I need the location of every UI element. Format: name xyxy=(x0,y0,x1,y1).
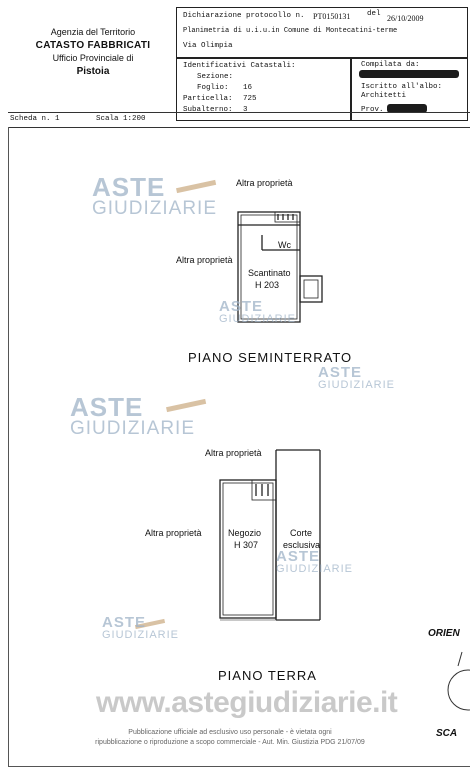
dichiarazione-label: Dichiarazione protocollo n. xyxy=(183,12,305,20)
compilata-label: Compilata da: xyxy=(361,61,420,69)
ufficio-label: Ufficio Provinciale di xyxy=(52,53,134,63)
watermark-aste-text: ASTE xyxy=(92,172,166,202)
scale-label: SCA xyxy=(436,728,458,739)
particella-value: 725 xyxy=(243,95,257,103)
province-name: Pistoia xyxy=(76,66,110,77)
scantinato-label: Scantinato xyxy=(248,268,291,278)
piano-terra-title: PIANO TERRA xyxy=(218,668,317,683)
watermark-aste-2 xyxy=(219,300,296,326)
iscritto-label: Iscritto all'albo: xyxy=(361,83,443,91)
scala-label: Scala 1:200 xyxy=(96,115,146,123)
subalterno-label: Subalterno: xyxy=(183,106,233,114)
scheda-label: Scheda n. 1 xyxy=(10,115,60,123)
planimetria-label: Planimetria di u.i.u.in Comune di Montecatini-terme xyxy=(183,27,398,35)
watermark-giudiziarie-text: GIUDIZIARIE xyxy=(318,379,396,391)
watermark-aste-text: ASTE xyxy=(102,614,147,631)
del-label: del xyxy=(367,10,381,18)
watermark-aste-4 xyxy=(70,392,196,440)
watermark-aste-6 xyxy=(102,616,179,642)
watermark-giudiziarie-text: GIUDIZIARIE xyxy=(219,313,297,325)
agency-name: Agenzia del Territorio xyxy=(50,27,136,37)
watermark-aste-1 xyxy=(92,172,218,220)
corte-label: Corte xyxy=(290,528,313,538)
foglio-value: 16 xyxy=(243,84,253,92)
catasto-title: CATASTO FABBRICATI xyxy=(35,40,151,51)
negozio-height: H 307 xyxy=(234,540,259,550)
scantinato-height: H 203 xyxy=(255,280,280,290)
upper-altra-left: Altra proprietà xyxy=(176,255,233,265)
watermark-aste-text: ASTE xyxy=(219,298,264,315)
wc-label: Wc xyxy=(278,240,291,250)
corte-sub: esclusiva xyxy=(283,540,321,550)
disclaimer-line-1: Pubblicazione ufficiale ad esclusivo uso personale - è vietata ogni xyxy=(128,729,332,736)
lower-altra-top: Altra proprietà xyxy=(205,448,262,458)
orientation-mark xyxy=(448,652,470,710)
protocol-number: PT0150131 xyxy=(313,12,351,21)
watermark-url: www.astegiudiziarie.it xyxy=(96,686,398,719)
watermark-aste-text: ASTE xyxy=(318,364,363,381)
address: Via Olimpia xyxy=(183,42,233,50)
watermark-disclaimer xyxy=(60,728,400,748)
watermark-giudiziarie-text: GIUDIZIARIE xyxy=(92,198,218,219)
disclaimer-line-2: ripubblicazione o riproduzione a scopo commerciale - Aut. Min. Giustizia PDG 21/07/09 xyxy=(95,739,365,746)
particella-label: Particella: xyxy=(183,95,233,103)
orientation-label: ORIEN xyxy=(428,628,460,639)
negozio-label: Negozio xyxy=(228,528,262,538)
piano-seminterrato-title: PIANO SEMINTERRATO xyxy=(188,350,353,365)
watermark-giudiziarie-text: GIUDIZIARIE xyxy=(102,629,180,641)
foglio-label: Foglio: xyxy=(197,84,229,92)
prov-label: Prov. xyxy=(361,106,384,114)
watermark-aste-5 xyxy=(276,550,353,576)
watermark-aste-text: ASTE xyxy=(70,392,144,422)
watermark-aste-3 xyxy=(318,366,395,392)
upper-altra-top: Altra proprietà xyxy=(236,178,293,188)
watermark-giudiziarie-text: GIUDIZIARIE xyxy=(276,563,354,575)
watermark-giudiziarie-text: GIUDIZIARIE xyxy=(70,418,196,439)
watermark-aste-text: ASTE xyxy=(276,548,321,565)
sezione-label: Sezione: xyxy=(197,73,234,81)
identificativi-label: Identificativi Catastali: xyxy=(183,62,296,70)
subalterno-value: 3 xyxy=(243,106,248,114)
declaration-date: 26/10/2009 xyxy=(387,14,424,23)
lower-altra-left: Altra proprietà xyxy=(145,528,202,538)
iscritto-value: Architetti xyxy=(361,92,407,100)
